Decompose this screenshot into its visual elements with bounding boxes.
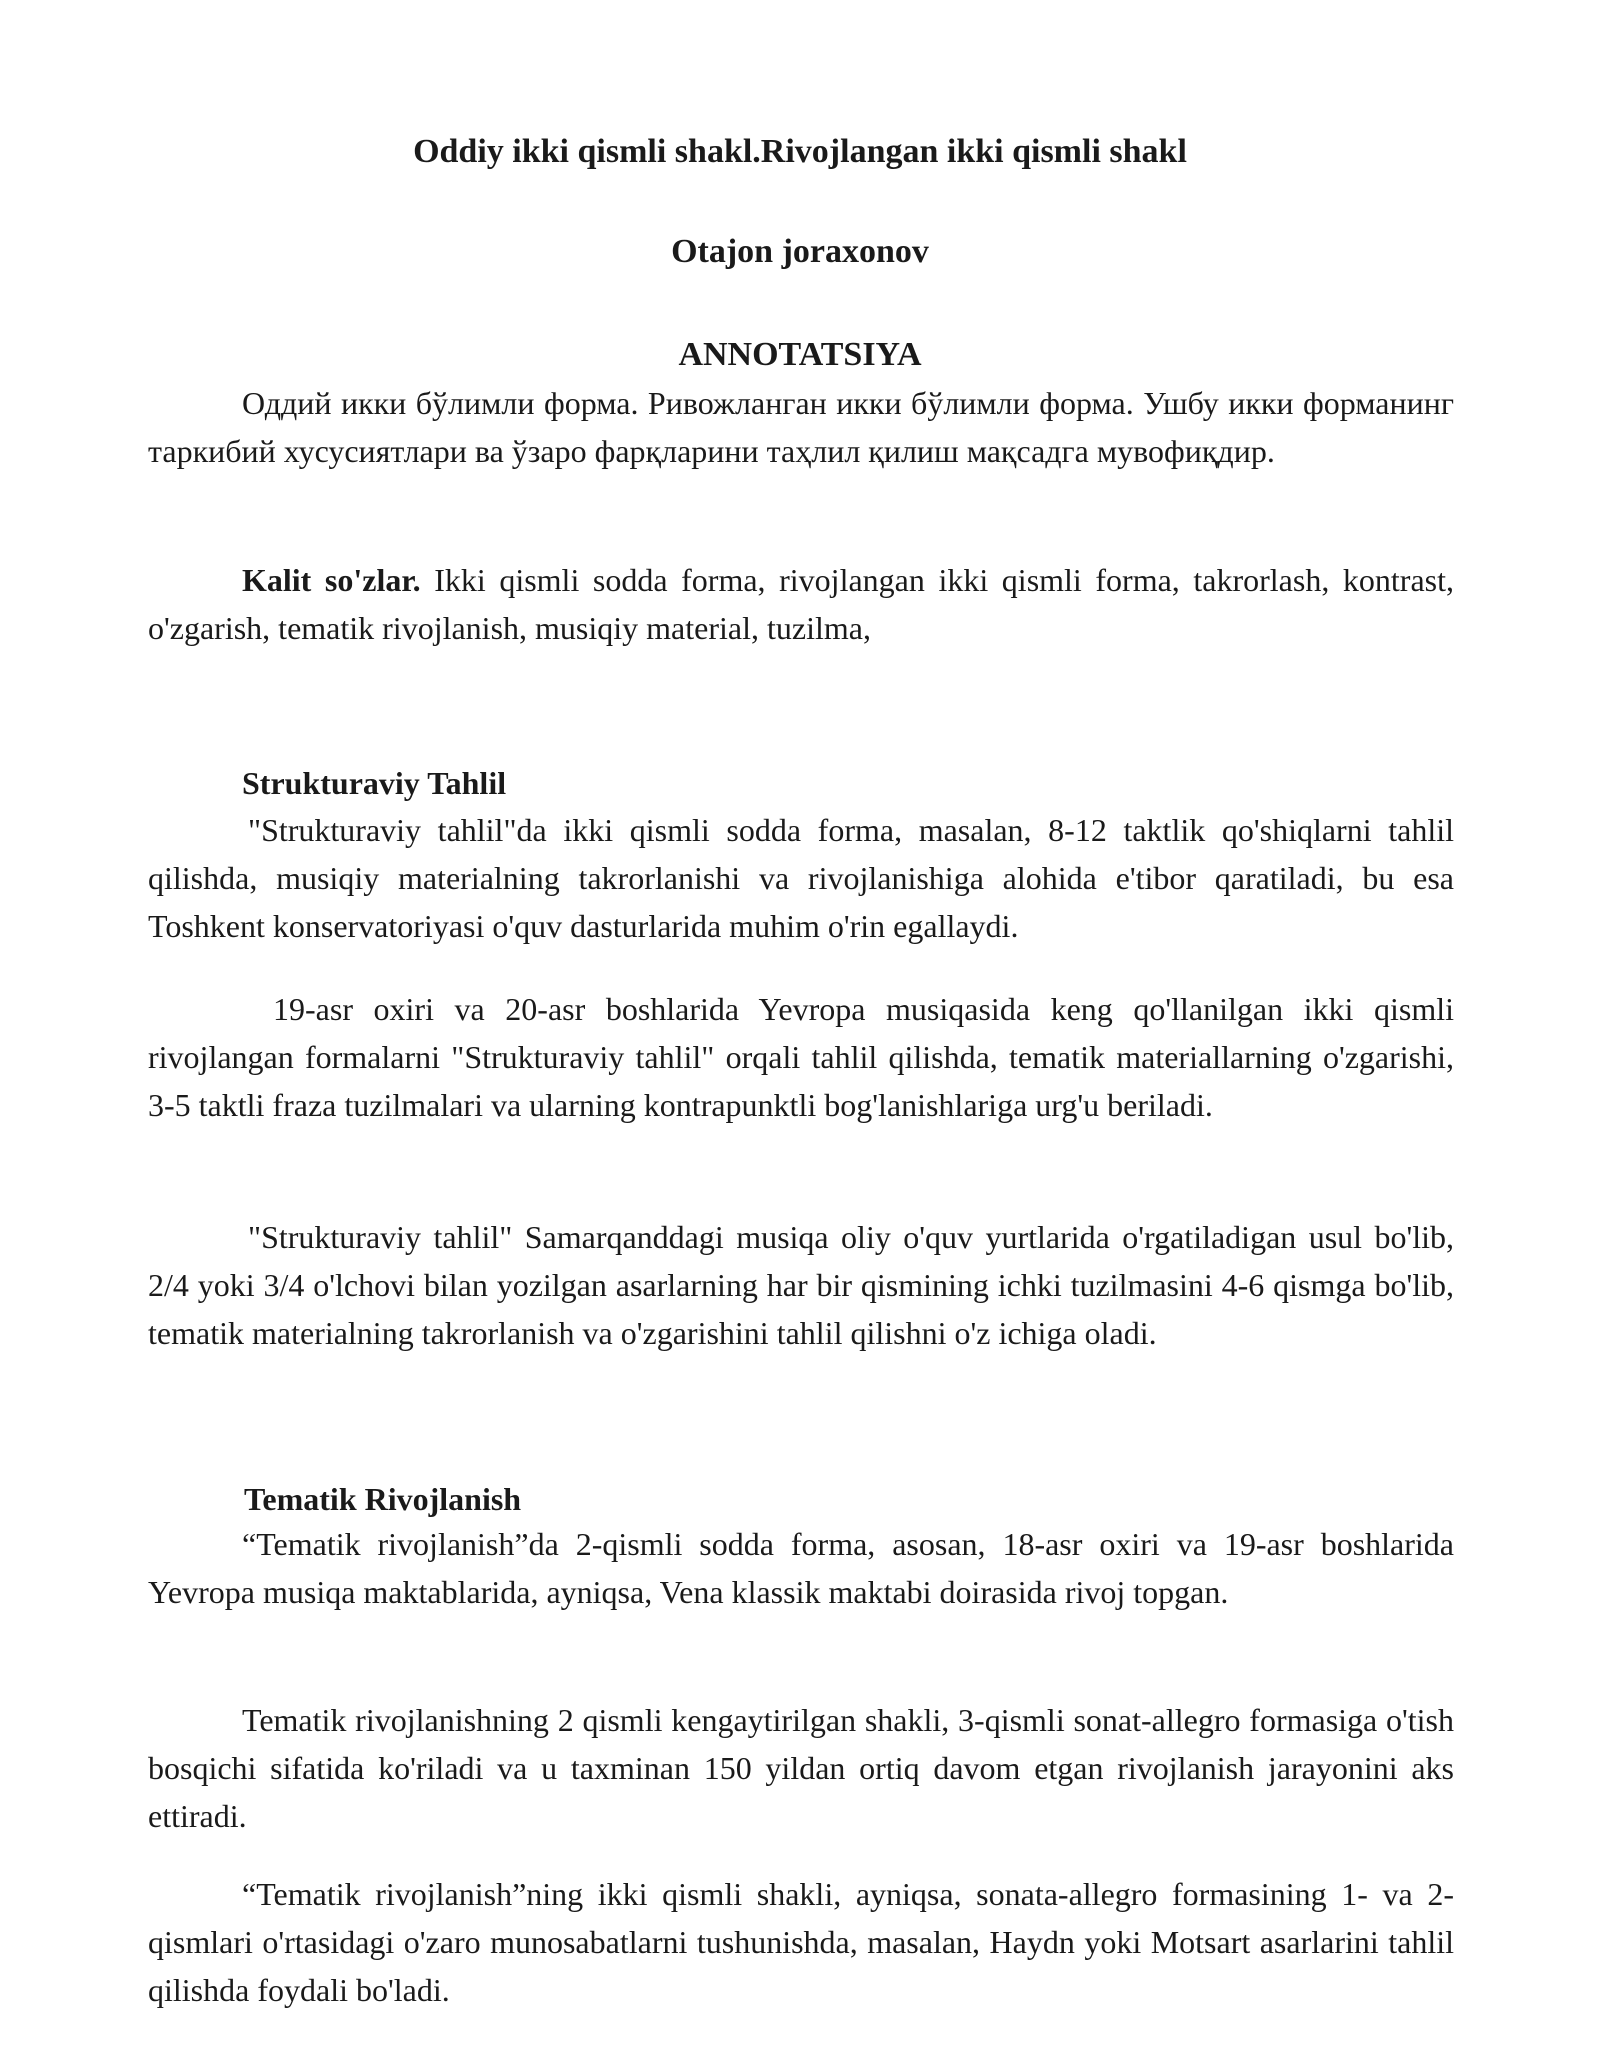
section2-paragraph-3: “Tematik rivojlanish”ning ikki qismli shakli, ayniqsa, sonata-allegro formasining 1- va 2- qismlari o'rtasidagi o'zaro munosabatlarni tushunishda, masalan, Haydn yoki Motsart asarlarini tahlil qilishda foydali bo'ladi.	[148, 1876, 1454, 2008]
section2-paragraph-1: “Tematik rivojlanish”da 2-qismli sodda forma, asosan, 18-asr oxiri va 19-asr boshlarida Yevropa musiqa maktablarida, ayniqsa, Vena klassik maktabi doirasida rivoj topgan.	[148, 1526, 1454, 1610]
section1-paragraph-3: "Strukturaviy tahlil" Samarqanddagi musiqa oliy o'quv yurtlarida o'rgatiladigan usul bo'lib, 2/4 yoki 3/4 o'lchovi bilan yozilgan asarlarning har bir qismining ichki tuzilmasini 4-6 qismga bo'lib, tematik materialning takrorlanish va o'zgarishini tahlil qilishni o'z ichiga oladi.	[148, 1219, 1454, 1351]
section1-paragraph-1: "Strukturaviy tahlil"da ikki qismli sodda forma, masalan, 8-12 taktlik qo'shiqlarni tahlil qilishda, musiqiy materialning takrorlanishi va rivojlanishiga alohida e'tibor qaratiladi, bu esa Toshkent konservatoriyasi o'quv dasturlarida muhim o'rin egallaydi.	[148, 812, 1454, 944]
keywords-label: Kalit so'zlar.	[242, 562, 421, 598]
keywords-text: Ikki qismli sodda forma, rivojlangan ikki qismli forma, takrorlash, kontrast, o'zgarish, tematik rivojlanish, musiqiy material, tuzilma,	[148, 562, 1454, 646]
document-title: Oddiy ikki qismli shakl.Rivojlangan ikki qismli shakl	[413, 133, 1187, 170]
section-heading-strukturaviy: Strukturaviy Tahlil	[242, 765, 507, 801]
author-name: Otajon joraxonov	[671, 233, 929, 270]
section1-paragraph-2: 19-asr oxiri va 20-asr boshlarida Yevropa musiqasida keng qo'llanilgan ikki qismli rivojlangan formalarni "Strukturaviy tahlil" orqali tahlil qilishda, tematik materiallarning o'zgarishi, 3-5 taktli fraza tuzilmalari va ularning kontrapunktli bog'lanishlariga urg'u beriladi.	[148, 991, 1454, 1123]
annotation-paragraph: Оддий икки бўлимли форма. Ривожланган икки бўлимли форма. Ушбу икки форманинг таркибий хусусиятлари ва ўзаро фарқларини таҳлил қилиш мақсадга мувофиқдир.	[148, 385, 1454, 469]
section2-paragraph-2: Tematik rivojlanishning 2 qismli kengaytirilgan shakli, 3-qismli sonat-allegro formasiga o'tish bosqichi sifatida ko'riladi va u taxminan 150 yildan ortiq davom etgan rivojlanish jarayonini aks ettiradi.	[148, 1702, 1454, 1834]
keywords-paragraph	[148, 556, 1454, 652]
section-heading-tematik: Tematik Rivojlanish	[244, 1481, 522, 1517]
annotation-heading: ANNOTATSIYA	[678, 336, 922, 373]
